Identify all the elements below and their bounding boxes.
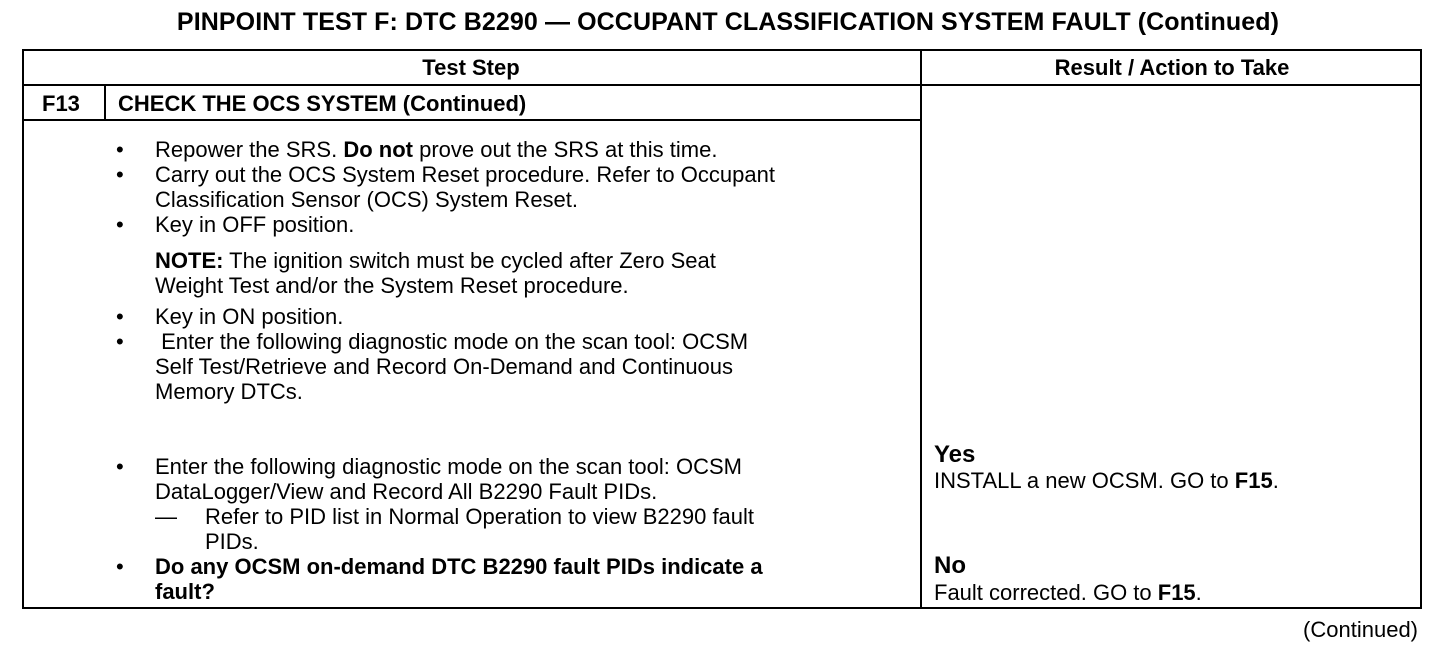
sub-item-pid-list: Refer to PID list in Normal Operation to view B2290 fault PIDs. [205,504,755,554]
bullet: • [116,212,124,237]
column-header-result: Result / Action to Take [1054,55,1290,80]
step-id: F13 [42,91,80,116]
bullet: • [116,454,124,479]
page-title: PINPOINT TEST F: DTC B2290 — OCCUPANT CLASSIFICATION SYSTEM FAULT (Continued) [176,8,1280,36]
step-title-divider [22,119,922,121]
dash: — [155,504,177,529]
step-item-repower: Repower the SRS. Do not prove out the SRS at this time. [155,137,718,162]
continued-footer: (Continued) [1303,617,1418,642]
bullet: • [116,304,124,329]
step-item-key-off: Key in OFF position. [155,212,355,237]
result-yes-action: INSTALL a new OCSM. GO to F15. [934,468,1279,493]
step-id-divider [104,84,106,121]
step-question: Do any OCSM on-demand DTC B2290 fault PIDs indicate a fault? [155,554,763,604]
step-title: CHECK THE OCS SYSTEM (Continued) [118,91,527,116]
bullet: • [116,137,124,162]
result-no-label: No [934,552,966,579]
note: NOTE: The ignition switch must be cycled after Zero Seat Weight Test and/or the System Reset procedure. [155,248,716,298]
result-yes-label: Yes [934,441,976,468]
column-header-test-step: Test Step [422,55,520,80]
step-item-reset: Carry out the OCS System Reset procedure. Refer to Occupant Classification Sensor (OCS) System Reset. [155,162,775,212]
bullet: • [116,554,124,579]
bullet: • [116,162,124,187]
step-item-key-on: Key in ON position. [155,304,344,329]
header-divider [22,84,1422,86]
step-item-datalogger: Enter the following diagnostic mode on the scan tool: OCSM DataLogger/View and Record All B2290 Fault PIDs. [155,454,742,504]
column-divider [920,49,922,609]
bullet: • [116,329,124,354]
step-item-self-test: Enter the following diagnostic mode on the scan tool: OCSM Self Test/Retrieve and Record On-Demand and Continuous Memory DTCs. [155,329,749,404]
result-no-action: Fault corrected. GO to F15. [934,580,1202,605]
